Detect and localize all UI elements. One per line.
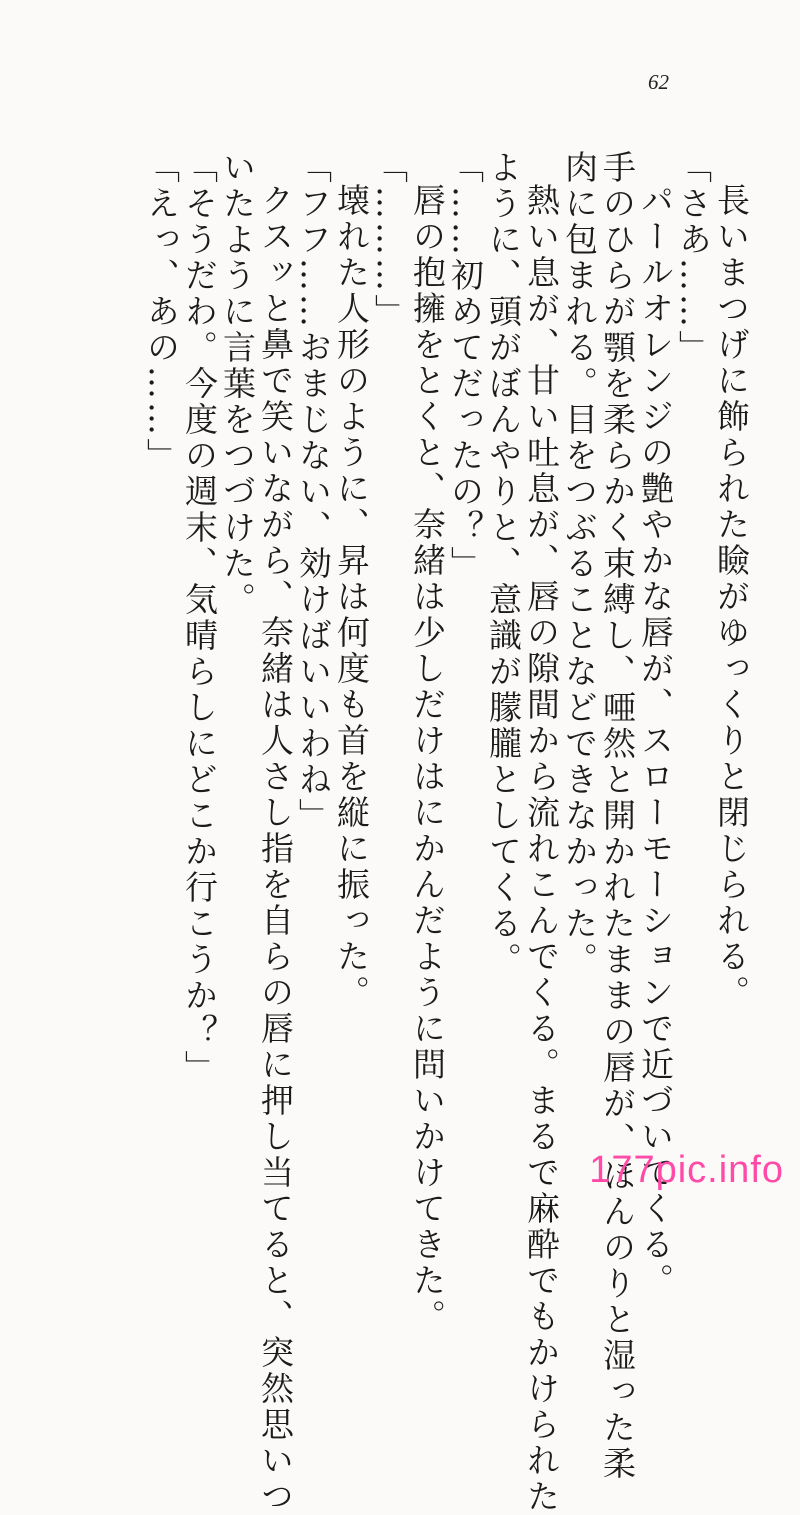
text-line-4: 手のひらが顎を柔らかく束縛し、唖然と開かれたままの唇が、ほんのりと湿った柔: [598, 150, 637, 1482]
text-line-12: 「フフ……おまじない、効けばいいわね」: [294, 150, 333, 834]
page-number: 62: [648, 70, 669, 94]
text-line-10: 「………」: [370, 150, 409, 330]
text-line-9: 唇の抱擁をとくと、奈緒は少しだけはにかんだように問いかけてきた。: [408, 183, 447, 1335]
text-line-2: 「さあ……」: [674, 150, 713, 366]
text-line-16: 「えっ、あの……」: [142, 150, 181, 474]
watermark: 177pic.info: [589, 1149, 784, 1191]
text-line-13: クスッと鼻で笑いながら、奈緒は人さし指を自らの唇に押し当てると、突然思いつ: [256, 183, 295, 1515]
text-line-7: ように、頭がぼんやりと、意識が朦朧としてくる。: [484, 150, 523, 978]
text-line-5: 肉に包まれる。目をつぶることなどできなかった。: [560, 150, 599, 978]
text-line-8: 「……初めてだったの？」: [446, 150, 485, 582]
text-line-11: 壊れた人形のように、昇は何度も首を縦に振った。: [332, 183, 371, 1011]
text-line-6: 熱い息が、甘い吐息が、唇の隙間から流れこんでくる。まるで麻酔でもかけられた: [522, 183, 561, 1515]
text-line-3: パールオレンジの艶やかな唇が、スローモーションで近づいてくる。: [636, 183, 675, 1299]
text-line-15: 「そうだわ。今度の週末、気晴らしにどこか行こうか？」: [180, 150, 219, 1086]
text-line-1: 長いまつげに飾られた瞼がゆっくりと閉じられる。: [712, 183, 751, 1011]
text-line-14: いたように言葉をつづけた。: [218, 150, 257, 618]
